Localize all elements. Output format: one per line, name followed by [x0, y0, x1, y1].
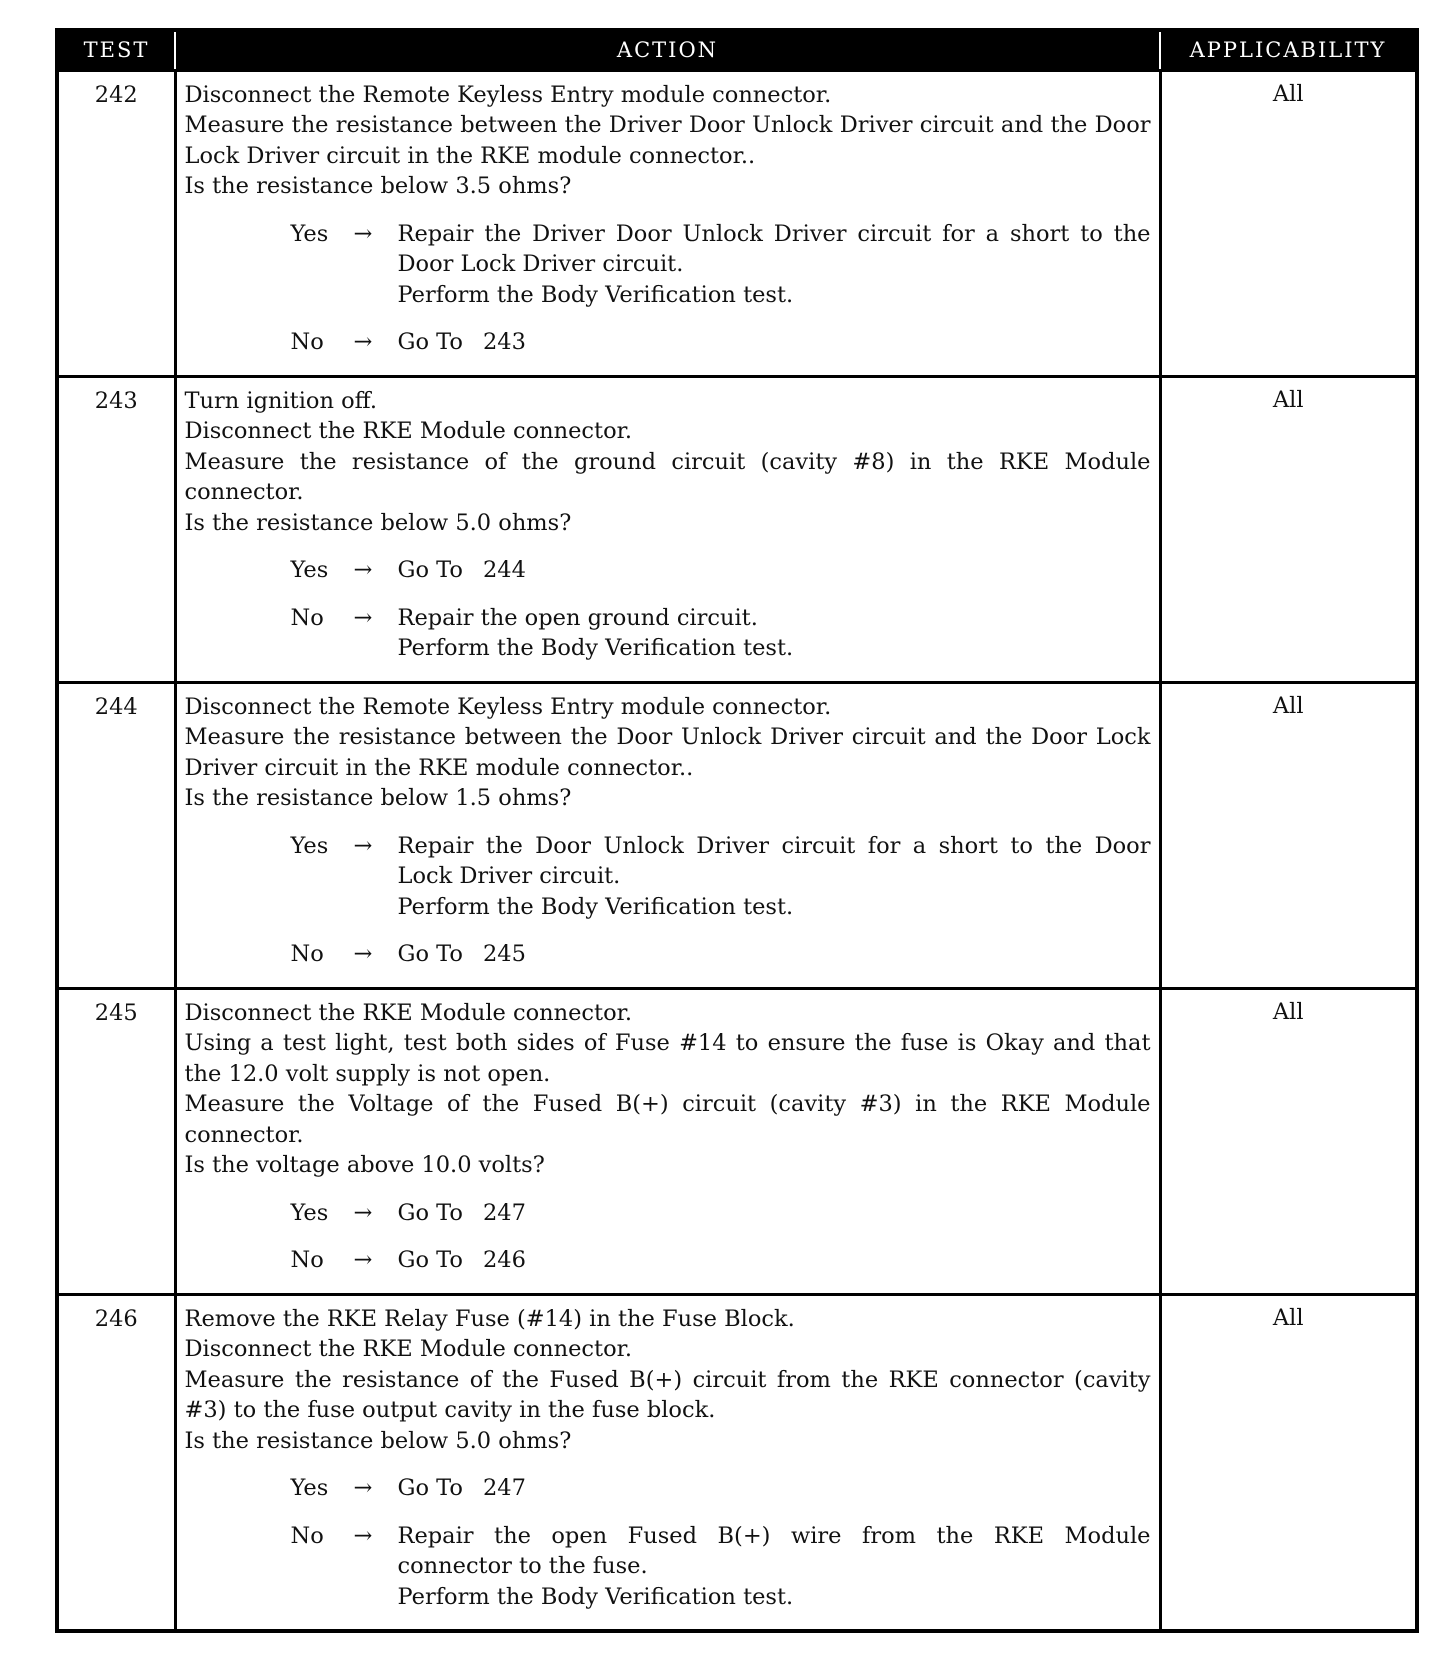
goto-target: 247 [482, 1475, 526, 1501]
yes-answer [185, 555, 1151, 586]
goto-target: 247 [482, 1199, 526, 1226]
no-answer [185, 939, 1151, 970]
yes-result [398, 1198, 1151, 1229]
arrow-icon: → [353, 604, 373, 631]
result-line: Repair the open ground circuit. [397, 604, 758, 631]
yes-answer [185, 831, 1151, 923]
action-cell [175, 988, 1160, 1294]
test-number: 244 [57, 682, 175, 988]
instruction-line: Disconnect the Remote Keyless Entry module connector. [184, 693, 832, 720]
table-header-row [57, 30, 1417, 70]
goto-label: Go To [397, 941, 463, 967]
no-label: No [290, 329, 324, 355]
no-label: No [290, 1247, 324, 1273]
arrow-icon: → [353, 1247, 373, 1273]
goto-instruction [398, 557, 526, 583]
diagnostic-test-table [55, 28, 1419, 1633]
goto-label: Go To [397, 1475, 463, 1501]
instruction-line: Disconnect the RKE Module connector. [184, 999, 633, 1026]
instruction-line: Measure the resistance between the Driver Door Unlock Driver circuit and the Door Lock Driver circuit in the RKE module connector.. [184, 112, 1151, 169]
instruction-line: Is the resistance below 1.5 ohms? [184, 785, 572, 811]
goto-instruction [398, 1200, 526, 1226]
instruction-list [185, 1304, 1151, 1457]
yes-answer [185, 1198, 1151, 1229]
yes-label: Yes [290, 1475, 329, 1501]
result-line: Repair the Door Unlock Driver circuit for a short to the Door Lock Driver circuit. [397, 832, 1151, 889]
yes-label: Yes [290, 832, 329, 859]
yes-result [398, 219, 1151, 311]
no-result [398, 603, 1151, 664]
no-label: No [290, 1522, 324, 1549]
goto-target: 243 [482, 329, 526, 355]
instruction-line: Using a test light, test both sides of Fuse #14 to ensure the fuse is Okay and that the 12.0 volt supply is not open. [184, 1030, 1151, 1087]
answer-list [185, 219, 1151, 358]
no-label: No [290, 941, 324, 967]
no-result [398, 1521, 1151, 1613]
goto-target: 244 [482, 557, 526, 583]
instruction-line: Measure the resistance between the Door Unlock Driver circuit and the Door Lock Driver circuit in the RKE module connector.. [184, 724, 1151, 781]
instruction-line: Measure the Voltage of the Fused B(+) circuit (cavity #3) in the RKE Module connector. [184, 1091, 1151, 1148]
instruction-line: Is the resistance below 5.0 ohms? [184, 509, 572, 536]
yes-label: Yes [290, 1199, 329, 1226]
action-cell [175, 1294, 1160, 1631]
answer-list [185, 555, 1151, 664]
no-result [398, 327, 1151, 358]
instruction-line: Remove the RKE Relay Fuse (#14) in the Fuse Block. [184, 1305, 795, 1332]
applicability-value: All [1160, 70, 1417, 376]
goto-label: Go To [397, 329, 463, 355]
result-line: Perform the Body Verification test. [397, 635, 794, 661]
no-label: No [290, 604, 324, 631]
test-number: 242 [57, 70, 175, 376]
arrow-icon: → [353, 1522, 373, 1549]
action-cell [175, 70, 1160, 376]
goto-instruction [398, 329, 526, 355]
goto-instruction [398, 1475, 526, 1501]
answer-list [185, 1473, 1151, 1612]
instruction-line: Measure the resistance of the ground circuit (cavity #8) in the RKE Module connector. [184, 448, 1151, 505]
arrow-icon: → [353, 941, 373, 967]
no-answer [185, 1245, 1151, 1276]
table-body [57, 70, 1417, 1631]
action-cell [175, 682, 1160, 988]
applicability-value: All [1160, 1294, 1417, 1631]
yes-result [398, 1473, 1151, 1504]
yes-answer [185, 1473, 1151, 1504]
applicability-value: All [1160, 988, 1417, 1294]
arrow-icon: → [353, 832, 373, 859]
yes-result [398, 831, 1151, 923]
instruction-line: Disconnect the Remote Keyless Entry module connector. [184, 81, 832, 108]
result-line: Perform the Body Verification test. [397, 281, 794, 308]
header-action: ACTION [175, 30, 1160, 70]
no-answer [185, 1521, 1151, 1613]
no-result [398, 939, 1151, 970]
instruction-list [185, 692, 1151, 814]
goto-target: 246 [482, 1247, 526, 1273]
instruction-list [185, 998, 1151, 1181]
instruction-line: Turn ignition off. [184, 387, 377, 414]
instruction-line: Is the voltage above 10.0 volts? [184, 1152, 545, 1178]
no-answer [185, 327, 1151, 358]
yes-label: Yes [290, 557, 329, 583]
yes-label: Yes [290, 220, 329, 247]
test-number: 243 [57, 376, 175, 682]
table-row [57, 988, 1417, 1294]
instruction-list [185, 80, 1151, 202]
goto-label: Go To [397, 1199, 463, 1226]
header-applicability: APPLICABILITY [1160, 30, 1417, 70]
answer-list [185, 1198, 1151, 1276]
applicability-value: All [1160, 682, 1417, 988]
answer-list [185, 831, 1151, 970]
yes-answer [185, 219, 1151, 311]
table-row [57, 376, 1417, 682]
table-row [57, 1294, 1417, 1631]
header-test: TEST [57, 30, 175, 70]
goto-label: Go To [397, 1247, 463, 1273]
no-result [398, 1245, 1151, 1276]
arrow-icon: → [353, 1199, 373, 1226]
table-row [57, 70, 1417, 376]
instruction-line: Is the resistance below 5.0 ohms? [184, 1427, 572, 1454]
result-line: Perform the Body Verification test. [397, 1583, 794, 1610]
goto-label: Go To [397, 557, 463, 583]
table-row [57, 682, 1417, 988]
action-cell [175, 376, 1160, 682]
instruction-line: Measure the resistance of the Fused B(+) circuit from the RKE connector (cavity #3) to the fuse output cavity in the fuse block. [184, 1366, 1151, 1423]
instruction-list [185, 386, 1151, 539]
test-number: 245 [57, 988, 175, 1294]
arrow-icon: → [353, 1475, 373, 1501]
arrow-icon: → [353, 557, 373, 583]
instruction-line: Disconnect the RKE Module connector. [184, 1336, 633, 1362]
test-number: 246 [57, 1294, 175, 1631]
yes-result [398, 555, 1151, 586]
goto-instruction [398, 941, 526, 967]
goto-instruction [398, 1247, 526, 1273]
goto-target: 245 [482, 941, 526, 967]
arrow-icon: → [353, 220, 373, 247]
instruction-line: Disconnect the RKE Module connector. [184, 418, 633, 444]
instruction-line: Is the resistance below 3.5 ohms? [184, 173, 572, 199]
applicability-value: All [1160, 376, 1417, 682]
no-answer [185, 603, 1151, 664]
arrow-icon: → [353, 329, 373, 355]
result-line: Repair the open Fused B(+) wire from the RKE Module connector to the fuse. [397, 1522, 1151, 1579]
result-line: Repair the Driver Door Unlock Driver circuit for a short to the Door Lock Driver circuit. [397, 220, 1151, 277]
result-line: Perform the Body Verification test. [397, 893, 794, 920]
